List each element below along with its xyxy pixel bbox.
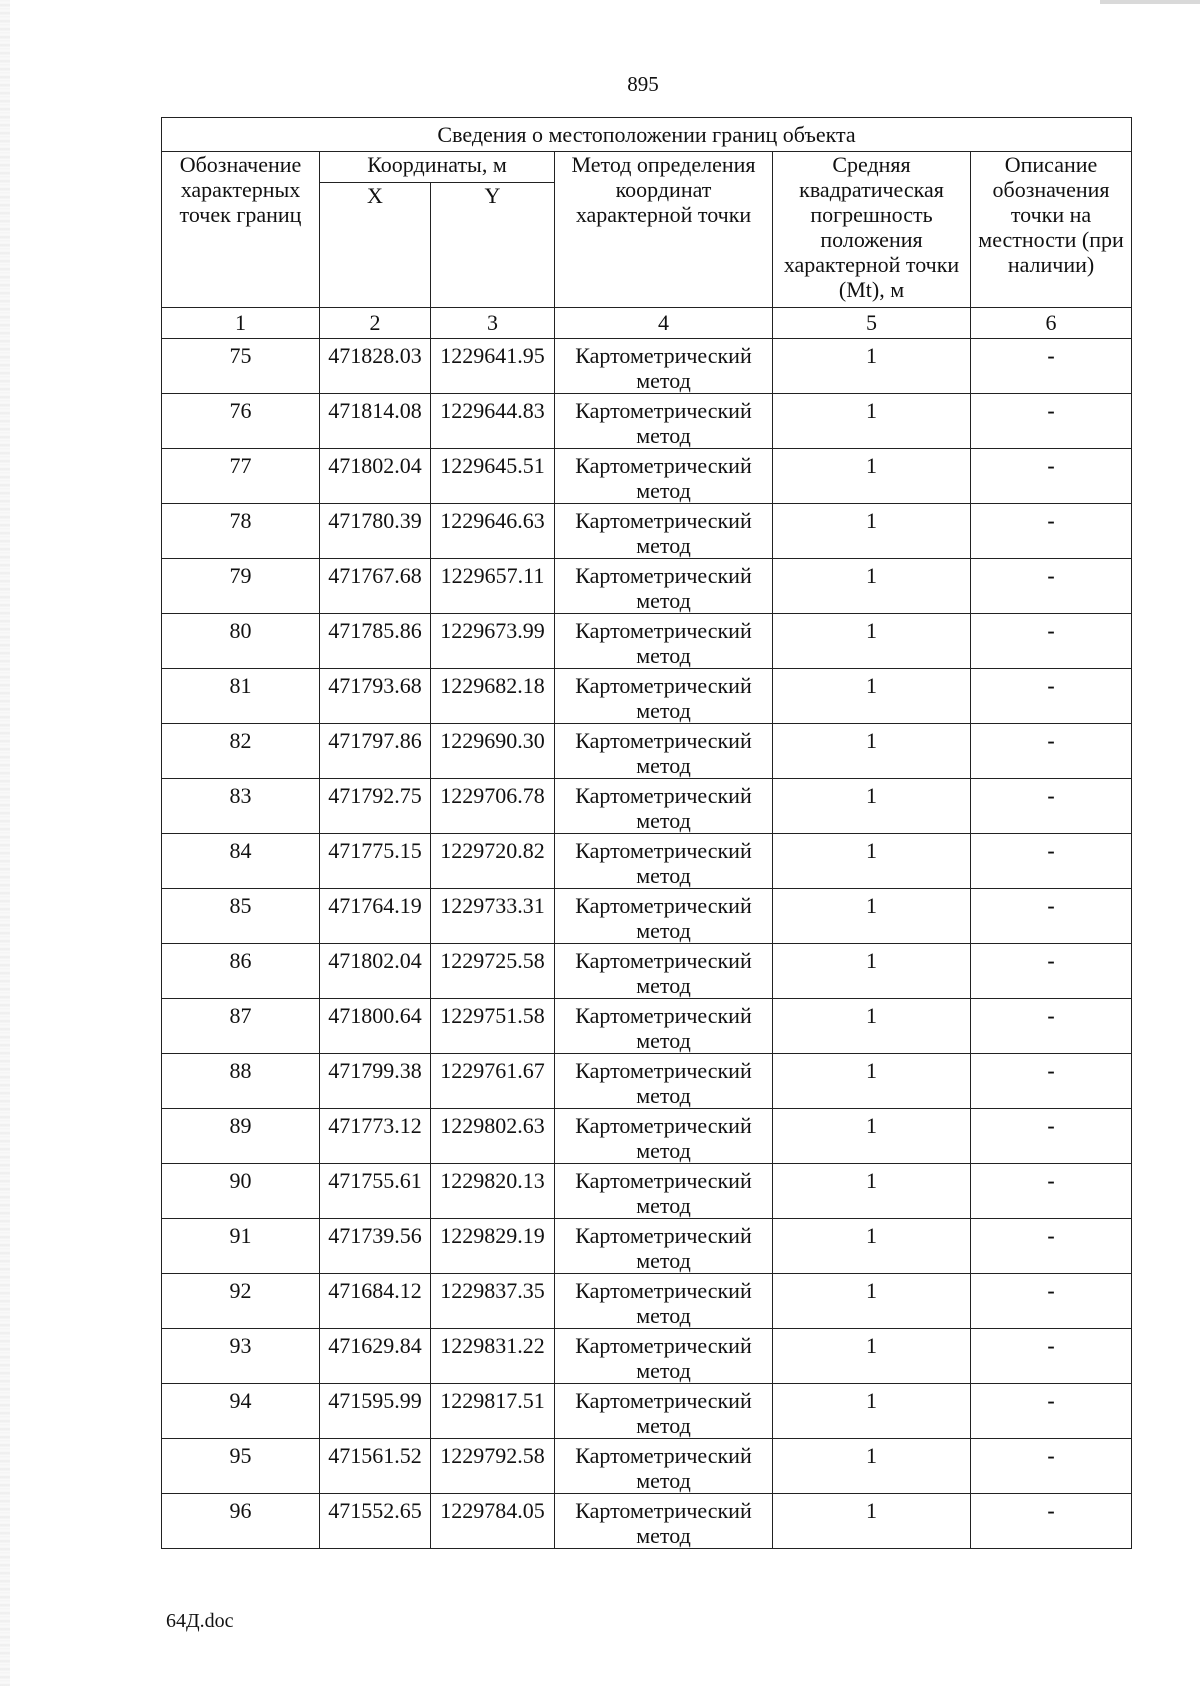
x-cell: 471800.64 (320, 999, 431, 1054)
table-row (162, 724, 1132, 779)
x-cell: 471684.12 (320, 1274, 431, 1329)
x-cell: 471797.86 (320, 724, 431, 779)
method-cell: Картометрический метод (555, 614, 773, 669)
header-y: Y (431, 183, 555, 308)
description-cell: - (971, 449, 1132, 504)
y-cell: 1229646.63 (431, 504, 555, 559)
y-cell: 1229720.82 (431, 834, 555, 889)
point-cell: 83 (162, 779, 320, 834)
table-row (162, 559, 1132, 614)
error-cell: 1 (773, 779, 971, 834)
point-cell: 77 (162, 449, 320, 504)
description-cell: - (971, 1054, 1132, 1109)
point-cell: 95 (162, 1439, 320, 1494)
page-number: 895 (627, 72, 659, 96)
description-cell: - (971, 394, 1132, 449)
table-row (162, 1274, 1132, 1329)
error-cell: 1 (773, 724, 971, 779)
description-cell: - (971, 504, 1132, 559)
point-cell: 81 (162, 669, 320, 724)
column-number: 2 (320, 308, 431, 339)
method-cell: Картометрический метод (555, 1219, 773, 1274)
point-cell: 78 (162, 504, 320, 559)
description-cell: - (971, 1274, 1132, 1329)
column-number-row (162, 308, 1132, 339)
y-cell: 1229837.35 (431, 1274, 555, 1329)
boundary-table (161, 117, 1132, 1549)
x-cell: 471780.39 (320, 504, 431, 559)
method-cell: Картометрический метод (555, 889, 773, 944)
error-cell: 1 (773, 339, 971, 394)
point-cell: 92 (162, 1274, 320, 1329)
y-cell: 1229641.95 (431, 339, 555, 394)
error-cell: 1 (773, 669, 971, 724)
point-cell: 84 (162, 834, 320, 889)
description-cell: - (971, 1494, 1132, 1549)
y-cell: 1229645.51 (431, 449, 555, 504)
method-cell: Картометрический метод (555, 779, 773, 834)
y-cell: 1229706.78 (431, 779, 555, 834)
error-cell: 1 (773, 944, 971, 999)
table-row (162, 1109, 1132, 1164)
table-row (162, 944, 1132, 999)
table-row (162, 504, 1132, 559)
point-cell: 90 (162, 1164, 320, 1219)
y-cell: 1229733.31 (431, 889, 555, 944)
method-cell: Картометрический метод (555, 559, 773, 614)
table-row (162, 1384, 1132, 1439)
y-cell: 1229802.63 (431, 1109, 555, 1164)
column-number: 5 (773, 308, 971, 339)
method-cell: Картометрический метод (555, 1329, 773, 1384)
point-cell: 89 (162, 1109, 320, 1164)
description-cell: - (971, 339, 1132, 394)
x-cell: 471799.38 (320, 1054, 431, 1109)
point-cell: 91 (162, 1219, 320, 1274)
table-row (162, 1164, 1132, 1219)
point-cell: 82 (162, 724, 320, 779)
method-cell: Картометрический метод (555, 669, 773, 724)
point-cell: 96 (162, 1494, 320, 1549)
y-cell: 1229682.18 (431, 669, 555, 724)
description-cell: - (971, 944, 1132, 999)
method-cell: Картометрический метод (555, 394, 773, 449)
description-cell: - (971, 559, 1132, 614)
y-cell: 1229817.51 (431, 1384, 555, 1439)
footer-filename: 64Д.doc (166, 1610, 234, 1632)
header-method: Метод определения координат характерной точки (555, 152, 773, 308)
error-cell: 1 (773, 1494, 971, 1549)
x-cell: 471773.12 (320, 1109, 431, 1164)
error-cell: 1 (773, 394, 971, 449)
x-cell: 471775.15 (320, 834, 431, 889)
error-cell: 1 (773, 999, 971, 1054)
table-title: Сведения о местоположении границ объекта (162, 118, 1132, 152)
y-cell: 1229792.58 (431, 1439, 555, 1494)
table-row (162, 889, 1132, 944)
method-cell: Картометрический метод (555, 999, 773, 1054)
y-cell: 1229829.19 (431, 1219, 555, 1274)
method-cell: Картометрический метод (555, 504, 773, 559)
method-cell: Картометрический метод (555, 834, 773, 889)
error-cell: 1 (773, 449, 971, 504)
error-cell: 1 (773, 1329, 971, 1384)
method-cell: Картометрический метод (555, 1494, 773, 1549)
error-cell: 1 (773, 559, 971, 614)
description-cell: - (971, 834, 1132, 889)
x-cell: 471814.08 (320, 394, 431, 449)
method-cell: Картометрический метод (555, 944, 773, 999)
method-cell: Картометрический метод (555, 339, 773, 394)
method-cell: Картометрический метод (555, 1054, 773, 1109)
x-cell: 471739.56 (320, 1219, 431, 1274)
y-cell: 1229831.22 (431, 1329, 555, 1384)
table-row (162, 999, 1132, 1054)
header-error: Средняя квадратическая погрешность положения характерной точки (Mt), м (773, 152, 971, 308)
description-cell: - (971, 1109, 1132, 1164)
error-cell: 1 (773, 1219, 971, 1274)
point-cell: 94 (162, 1384, 320, 1439)
table-row (162, 339, 1132, 394)
description-cell: - (971, 779, 1132, 834)
method-cell: Картометрический метод (555, 724, 773, 779)
x-cell: 471828.03 (320, 339, 431, 394)
y-cell: 1229673.99 (431, 614, 555, 669)
error-cell: 1 (773, 1384, 971, 1439)
table-row (162, 1054, 1132, 1109)
point-cell: 93 (162, 1329, 320, 1384)
description-cell: - (971, 1219, 1132, 1274)
x-cell: 471792.75 (320, 779, 431, 834)
x-cell: 471802.04 (320, 944, 431, 999)
y-cell: 1229751.58 (431, 999, 555, 1054)
description-cell: - (971, 1439, 1132, 1494)
description-cell: - (971, 669, 1132, 724)
method-cell: Картометрический метод (555, 1384, 773, 1439)
table-row (162, 1219, 1132, 1274)
error-cell: 1 (773, 504, 971, 559)
point-cell: 75 (162, 339, 320, 394)
x-cell: 471552.65 (320, 1494, 431, 1549)
x-cell: 471802.04 (320, 449, 431, 504)
y-cell: 1229820.13 (431, 1164, 555, 1219)
point-cell: 79 (162, 559, 320, 614)
error-cell: 1 (773, 834, 971, 889)
y-cell: 1229784.05 (431, 1494, 555, 1549)
y-cell: 1229657.11 (431, 559, 555, 614)
error-cell: 1 (773, 889, 971, 944)
x-cell: 471629.84 (320, 1329, 431, 1384)
description-cell: - (971, 614, 1132, 669)
column-number: 1 (162, 308, 320, 339)
table-row (162, 669, 1132, 724)
header-coordinates: Координаты, м (320, 152, 555, 183)
column-number: 3 (431, 308, 555, 339)
method-cell: Картометрический метод (555, 1274, 773, 1329)
x-cell: 471561.52 (320, 1439, 431, 1494)
method-cell: Картометрический метод (555, 1164, 773, 1219)
error-cell: 1 (773, 1274, 971, 1329)
point-cell: 85 (162, 889, 320, 944)
x-cell: 471764.19 (320, 889, 431, 944)
table-row (162, 614, 1132, 669)
y-cell: 1229725.58 (431, 944, 555, 999)
scan-edge (0, 0, 10, 1686)
point-cell: 80 (162, 614, 320, 669)
method-cell: Картометрический метод (555, 1439, 773, 1494)
point-cell: 88 (162, 1054, 320, 1109)
method-cell: Картометрический метод (555, 449, 773, 504)
error-cell: 1 (773, 1164, 971, 1219)
x-cell: 471595.99 (320, 1384, 431, 1439)
header-designation: Обозначение характерных точек границ (162, 152, 320, 308)
error-cell: 1 (773, 1054, 971, 1109)
column-number: 4 (555, 308, 773, 339)
table-row (162, 449, 1132, 504)
table-row (162, 779, 1132, 834)
table-row (162, 1494, 1132, 1549)
table-row (162, 394, 1132, 449)
x-cell: 471755.61 (320, 1164, 431, 1219)
header-description: Описание обозначения точки на местности (при наличии) (971, 152, 1132, 308)
x-cell: 471767.68 (320, 559, 431, 614)
error-cell: 1 (773, 1109, 971, 1164)
description-cell: - (971, 1164, 1132, 1219)
header-x: X (320, 183, 431, 308)
error-cell: 1 (773, 614, 971, 669)
point-cell: 86 (162, 944, 320, 999)
method-cell: Картометрический метод (555, 1109, 773, 1164)
x-cell: 471793.68 (320, 669, 431, 724)
table-row (162, 834, 1132, 889)
x-cell: 471785.86 (320, 614, 431, 669)
description-cell: - (971, 724, 1132, 779)
description-cell: - (971, 889, 1132, 944)
description-cell: - (971, 1329, 1132, 1384)
table-row (162, 1439, 1132, 1494)
point-cell: 87 (162, 999, 320, 1054)
description-cell: - (971, 999, 1132, 1054)
y-cell: 1229644.83 (431, 394, 555, 449)
point-cell: 76 (162, 394, 320, 449)
column-number: 6 (971, 308, 1132, 339)
y-cell: 1229690.30 (431, 724, 555, 779)
table-row (162, 1329, 1132, 1384)
description-cell: - (971, 1384, 1132, 1439)
scan-edge-top (1100, 0, 1200, 4)
y-cell: 1229761.67 (431, 1054, 555, 1109)
error-cell: 1 (773, 1439, 971, 1494)
